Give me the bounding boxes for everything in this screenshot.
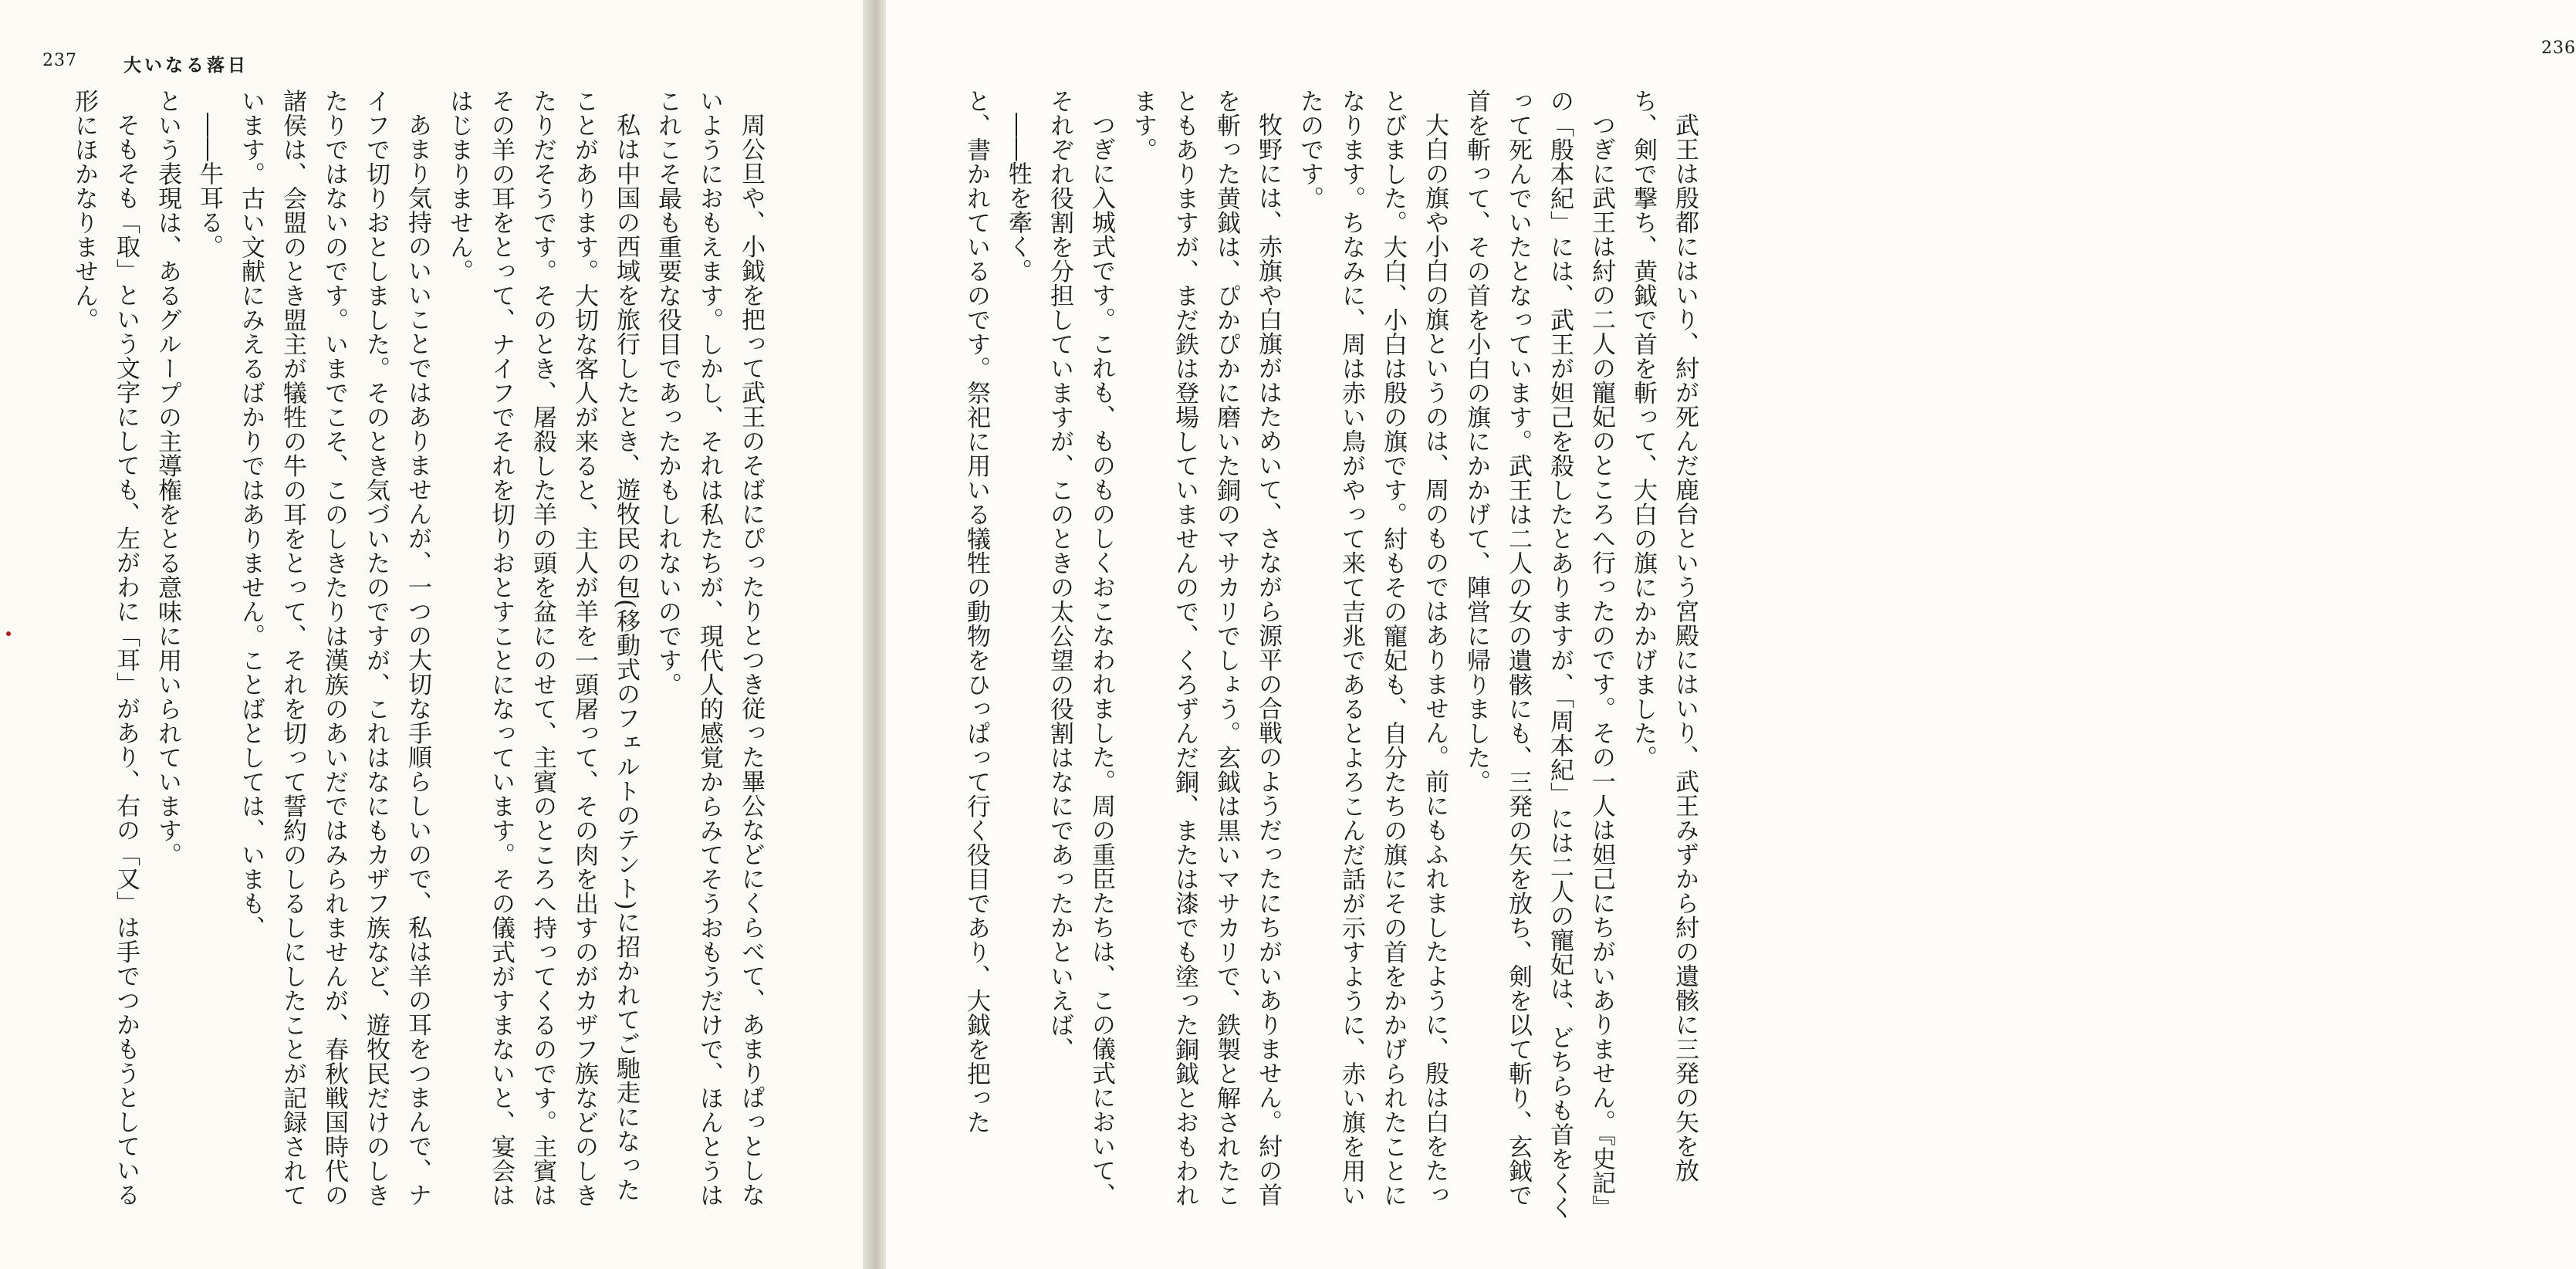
paragraph: と、書かれているのです。祭祀に用いる犠牲の動物をひっぱって行く役目であり、大鉞を把った — [962, 89, 990, 1135]
paragraph: 周公旦や、小鉞を把って武王のそばにぴったりとつき従った畢公などにくらべて、あまりぱっとしないようにおもえます。しかし、それは私たちが、現代人的感覚からみてそうおもうだけで、ほんとうはこれこそ最も重要な役目であったかもしれないのです。 — [654, 89, 765, 1207]
paragraph: そもそも「取」という文字にしても、左がわに「耳」があり、右の「又」は手でつかもうとしている形にほかなりません。 — [70, 89, 140, 1207]
paragraph: つぎに入城式です。これも、ものものしくおこなわれました。周の重臣たちは、この儀式において、それぞれ役割を分担していますが、このときの太公望の役割はなにであったかといえば、 — [1046, 89, 1115, 1207]
paragraph: 私は中国の西域を旅行したとき、遊牧民の包(移動式のフェルトのテント)に招かれてご馳走になったことがあります。大切な客人が来ると、主人が羊を一頭屠って、その肉を出すのがカザフ族などのしきたりだそうです。そのとき、屠殺した羊の頭を盆にのせて、主賓のところへ持ってくるのです。主賓はその羊の耳をとって、ナイフでそれを切りおとすことになっています。その儀式がすまないと、宴会ははじまりません。 — [445, 89, 640, 1207]
ink-mark — [6, 631, 11, 636]
paragraph: 大白の旗や小白の旗というのは、周のものではありません。前にもふれましたように、殷は白をたっとびました。大白、小白は殷の旗です。紂もその寵妃も、自分たちの旗にその首をかかげられたことになります。ちなみに、周は赤い鳥がやって来て吉兆であるとよろこんだ話が示すように、赤い旗を用いたのです。 — [1296, 89, 1449, 1207]
quote-line: ――牲を牽く。 — [1004, 113, 1032, 283]
paragraph: あまり気持のいいことではありませんが、一つの大切な手順らしいので、私は羊の耳をつまんで、ナイフで切りおとしました。そのとき気づいたのですが、これはなにもカザフ族など、遊牧民だけのしきたりではないのです。いまでこそ、このしきたりは漢族のあいだではみられませんが、春秋戦国時代の諸侯は、会盟のとき盟主が犠牲の牛の耳をとって、それを切って誓約のしるしにしたことが記録されています。古い文献にみえるばかりではありません。ことばとしては、いまも、 — [237, 89, 431, 1207]
right-page-body — [962, 89, 1706, 1223]
running-title: 大いなる落日 — [123, 55, 248, 76]
paragraph: 牧野には、赤旗や白旗がはためいて、さながら源平の合戦のようだったにちがいありません。紂の首を斬った黄鉞は、ぴかぴかに磨いた銅のマサカリでしょう。玄鉞は黒いマサカリで、鉄製と解されたこともありますが、まだ鉄は登場していませんので、くろずんだ銅、または漆でも塗った銅鉞とおもわれます。 — [1129, 89, 1282, 1207]
left-page-body — [42, 89, 772, 1223]
left-page — [0, 0, 863, 1269]
book-gutter — [863, 0, 886, 1269]
page-number: 237 — [42, 51, 77, 70]
paragraph: 武王は殷都にはいり、紂が死んだ鹿台という宮殿にはいり、武王みずから紂の遺骸に三発の矢を放ち、剣で撃ち、黄鉞で首を斬って、大白の旗にかかげました。 — [1629, 89, 1699, 1183]
paragraph: という表現は、あるグループの主導権をとる意味に用いられています。 — [154, 89, 181, 867]
paragraph: つぎに武王は紂の二人の寵妃のところへ行ったのです。その一人は妲己にちがいありません。『史記』の「殷本紀」には、武王が妲己を殺したとありますが、「周本紀」には二人の寵妃は、どちらも首をくくって死んでいたとなっています。武王は二人の女の遺骸にも、三発の矢を放ち、剣を以て斬り、玄鉞で首を斬って、その首を小白の旗にかかげて、陣営に帰りました。 — [1462, 89, 1615, 1220]
quote-line: ――牛耳る。 — [195, 113, 223, 259]
page-number: 236 — [2541, 39, 2576, 58]
